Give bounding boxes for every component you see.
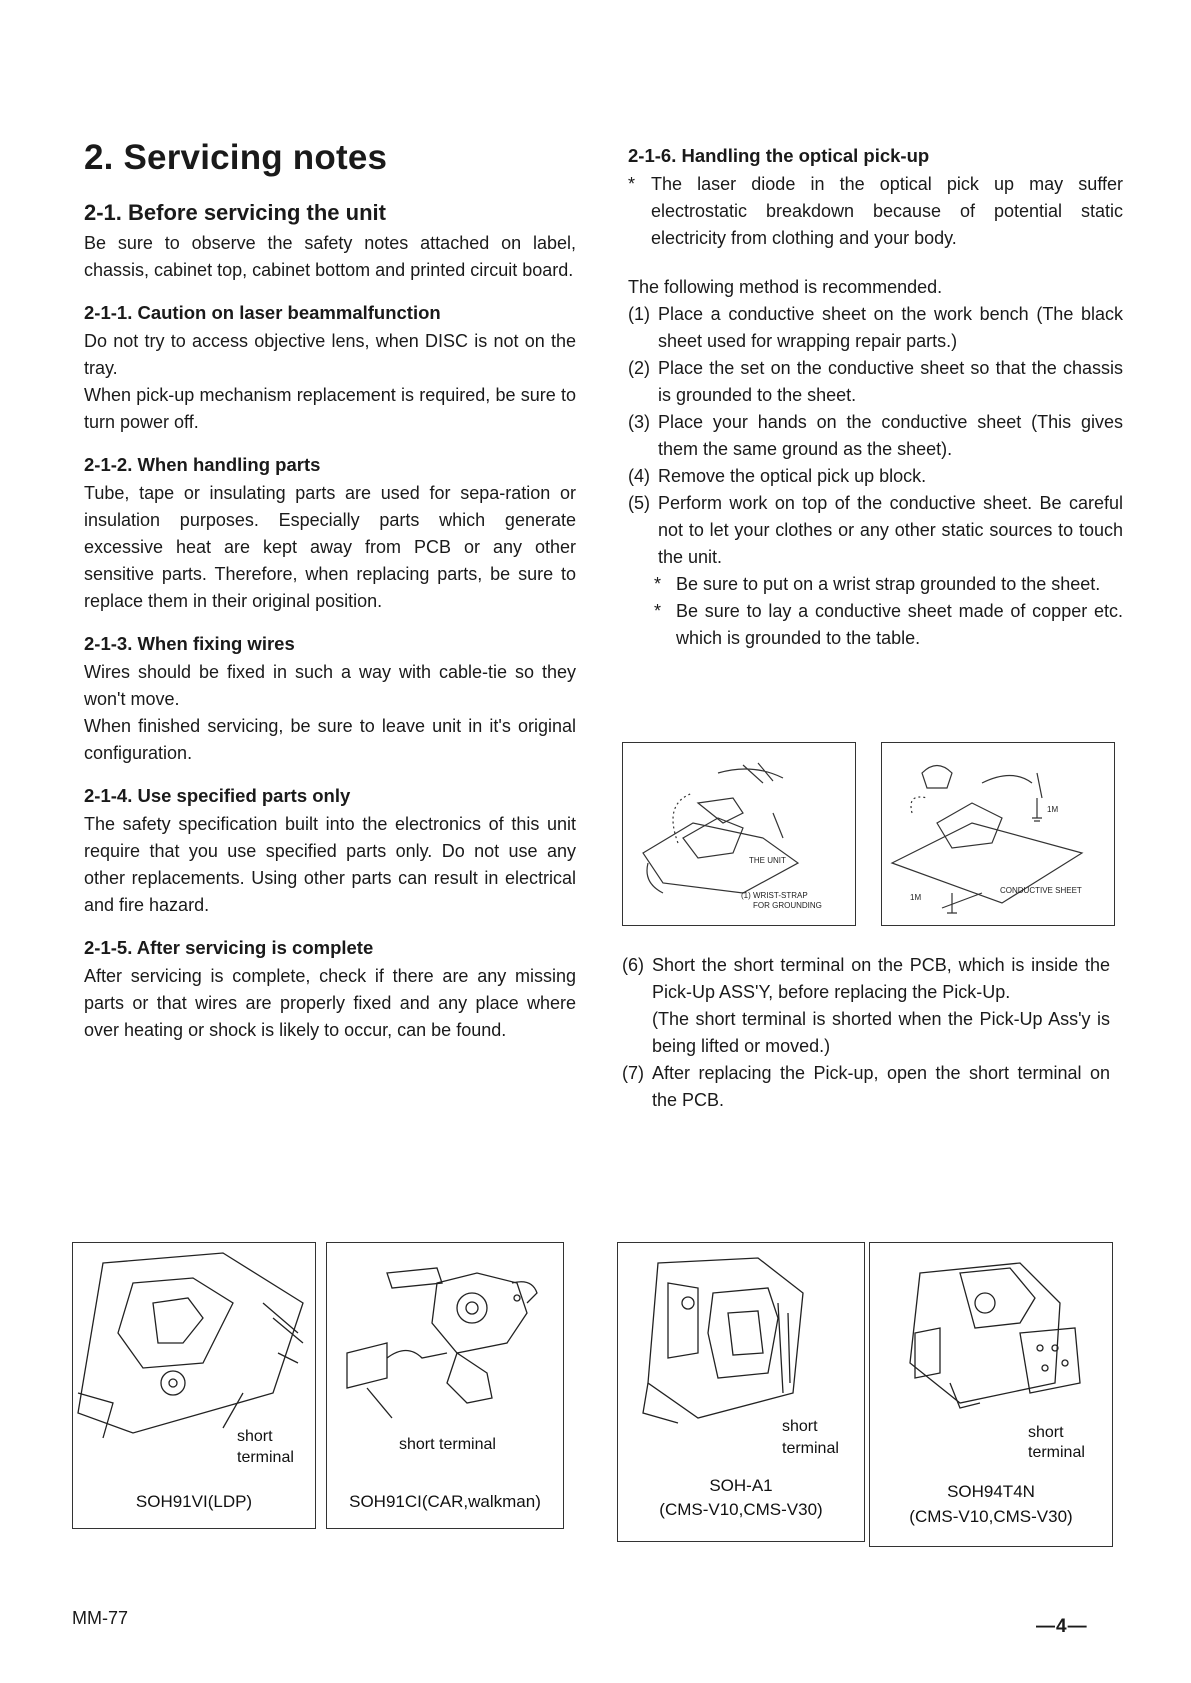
pickup-caption: SOH91CI(CAR,walkman) — [349, 1492, 541, 1511]
section-heading: 2-1. Before servicing the unit — [84, 200, 386, 225]
pickup-soh-a1-illustration — [618, 1243, 864, 1443]
section-body: The safety specification built into the electronics of this unit require that you use specified parts only. Do not use any other replacements. Using other parts can result in electrical and fire hazard. — [84, 814, 576, 915]
pickup-soh91vi-illustration — [73, 1243, 315, 1443]
step-item: (4) Remove the optical pick up block. — [628, 466, 927, 486]
resistor-label-bottom: 1M — [910, 893, 922, 902]
section-heading: 2-1-2. When handling parts — [84, 454, 321, 475]
section-heading: 2-1-3. When fixing wires — [84, 633, 295, 654]
wrist-strap-label-2: FOR GROUNDING — [753, 901, 822, 910]
section-body: Tube, tape or insulating parts are used for sepa-ration or insulation purposes. Especially parts which generate excessive heat are kept away from PCB or any other sensitive parts. Therefore, when replacing parts, be sure to replace them in their original position. — [84, 483, 576, 611]
pickup-caption-sets: (CMS-V10,CMS-V30) — [659, 1500, 823, 1519]
section-body: After servicing is complete, check if there are any missing parts or that wires are properly fixed and any place where over heating or shock is likely to occur, can be found. — [84, 966, 576, 1040]
section-body: Do not try to access objective lens, when DISC is not on the tray. — [84, 331, 576, 378]
sub-note: * Be sure to lay a conductive sheet made of copper etc. which is grounded to the table. — [654, 601, 1123, 648]
asterisk-mark: * — [628, 174, 636, 194]
conductive-sheet-label: CONDUCTIVE SHEET — [1000, 886, 1082, 895]
section-2-1-5 — [84, 937, 576, 1044]
note-item — [628, 171, 1123, 252]
pickup-figure-soh94t4n — [869, 1242, 1113, 1547]
step-item: (2) Place the set on the conductive sheet so that the chassis is grounded to the sheet. — [628, 358, 1123, 405]
section-body: When pick-up mechanism replacement is required, be sure to turn power off. — [84, 385, 576, 432]
step-item-extra: (The short terminal is shorted when the Pick-Up Ass'y is being lifted or moved.) — [652, 1009, 1110, 1056]
grounding-unit-illustration — [623, 743, 855, 925]
wrist-strap-label: (1) WRIST-STRAP — [741, 891, 808, 900]
section-body: Be sure to observe the safety notes attached on label, chassis, cabinet top, cabinet bottom and printed circuit board. — [84, 233, 576, 280]
section-body: Wires should be fixed in such a way with cable-tie so they won't move. — [84, 662, 576, 709]
step-item: (1) Place a conductive sheet on the work bench (The black sheet used for wrapping repair parts.) — [628, 304, 1123, 351]
section-heading: 2-1-6. Handling the optical pick-up — [628, 145, 930, 166]
method-intro: The following method is recommended. — [628, 277, 943, 297]
pickup-caption-model: SOH-A1 — [709, 1476, 773, 1495]
short-terminal-label-line1: short — [237, 1428, 273, 1445]
pickup-figure-soh91vi — [72, 1242, 316, 1529]
short-terminal-label-line1: short — [1028, 1424, 1064, 1441]
note-text: The laser diode in the optical pick up may suffer electrostatic breakdown because of potential static electricity from clothing and your body. — [651, 174, 1123, 248]
step-list-continued — [622, 952, 1110, 1114]
right-column — [628, 145, 1123, 652]
section-heading: 2-1-1. Caution on laser beammalfunction — [84, 302, 441, 323]
step-list — [628, 301, 1123, 652]
pickup-caption-sets: (CMS-V10,CMS-V30) — [909, 1507, 1073, 1526]
pickup-figure-soh91ci — [326, 1242, 564, 1529]
step-item: (7) After replacing the Pick-up, open the short terminal on the PCB. — [622, 1063, 1110, 1110]
pickup-caption: SOH91VI(LDP) — [135, 1492, 253, 1511]
section-2-1-3 — [84, 633, 576, 767]
short-terminal-label-line2: terminal — [1028, 1444, 1085, 1461]
short-terminal-label-line2: terminal — [237, 1449, 294, 1466]
pickup-soh94t4n-illustration — [870, 1243, 1112, 1443]
short-terminal-label-line1: short — [782, 1418, 818, 1435]
the-unit-label: THE UNIT — [749, 856, 786, 865]
short-terminal-label-line2: terminal — [782, 1440, 839, 1457]
section-heading: 2-1-5. After servicing is complete — [84, 937, 374, 958]
resistor-label-top: 1M — [1047, 805, 1059, 814]
short-terminal-label: short terminal — [399, 1436, 496, 1453]
section-2-1 — [84, 200, 576, 284]
section-heading: 2-1-4. Use specified parts only — [84, 785, 351, 806]
page-title: 2. Servicing notes — [84, 138, 388, 177]
pickup-soh91ci-illustration — [327, 1243, 563, 1443]
grounding-figure-unit — [622, 742, 856, 926]
page-number: —4— — [1036, 1616, 1088, 1637]
section-body: When finished servicing, be sure to leave unit in it's original configuration. — [84, 716, 576, 763]
section-2-1-4 — [84, 785, 576, 919]
section-2-1-1 — [84, 302, 576, 436]
step-item: (3) Place your hands on the conductive sheet (This gives them the same ground as the sheet). — [628, 412, 1123, 459]
left-column — [84, 130, 576, 1062]
pickup-caption-model: SOH94T4N — [947, 1482, 1035, 1501]
grounding-figure-sheet — [881, 742, 1115, 926]
section-2-1-2 — [84, 454, 576, 615]
sub-note: * Be sure to put on a wrist strap grounded to the sheet. — [654, 574, 1101, 594]
pickup-figure-soh-a1 — [617, 1242, 865, 1542]
step-item: (6) Short the short terminal on the PCB, which is inside the Pick-Up ASS'Y, before replacing the Pick-Up. — [622, 955, 1110, 1002]
step-item: (5) Perform work on top of the conductive sheet. Be careful not to let your clothes or any other static sources to touch the unit. — [628, 493, 1123, 567]
model-number: MM-77 — [72, 1608, 129, 1628]
